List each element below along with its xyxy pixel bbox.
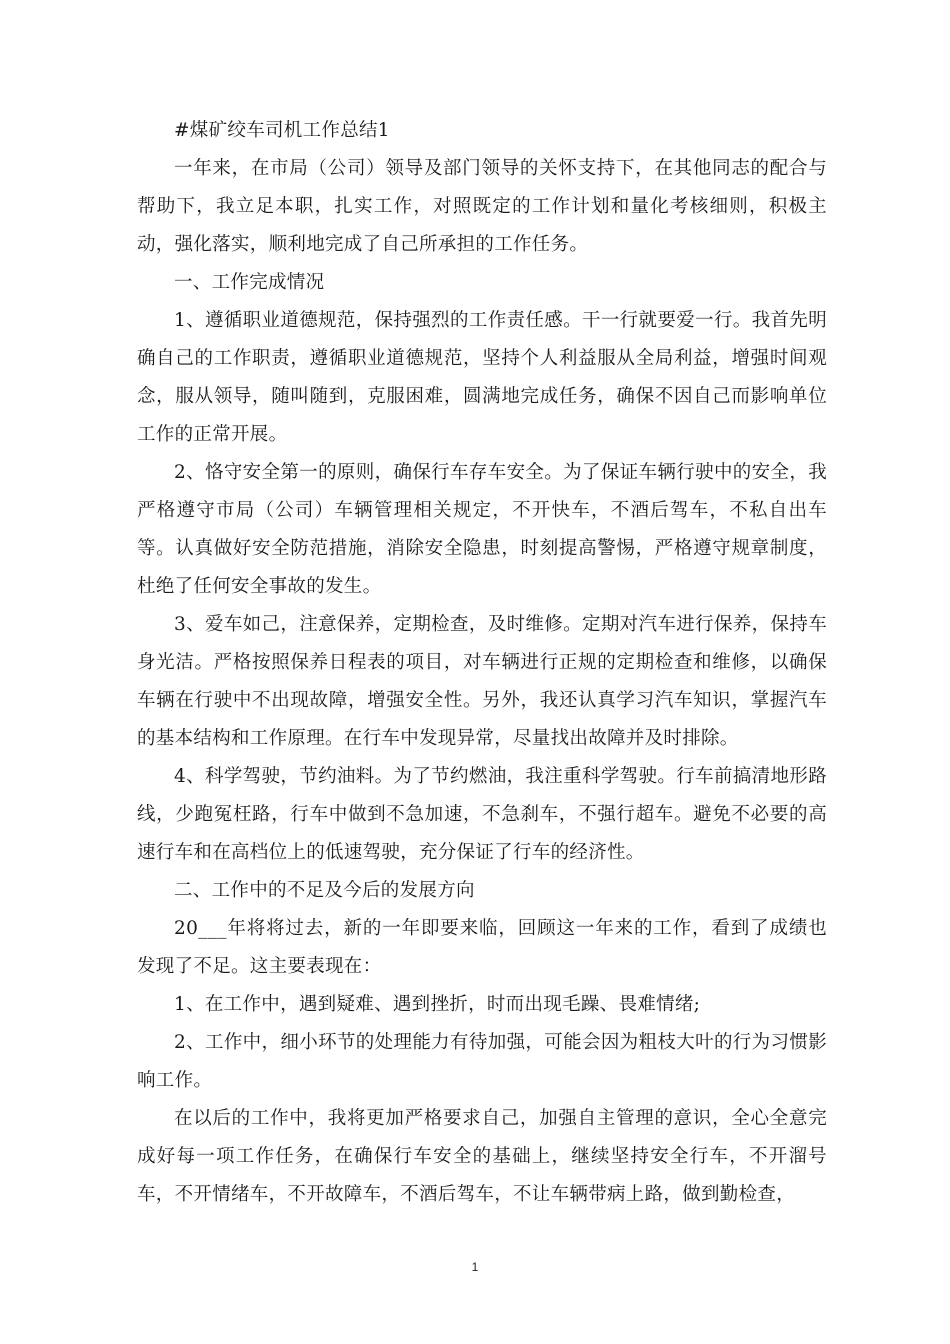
- document-body: [137, 112, 827, 1214]
- paragraph-review: 20___年将将过去，新的一年即要来临，回顾这一年来的工作，看到了成绩也发现了不足。这主要表现在：: [137, 918, 827, 977]
- paragraph-future: 在以后的工作中，我将更加严格要求自己，加强自主管理的意识，全心全意完成好每一项工作任务，在确保行车安全的基础上，继续坚持安全行车，不开溜号车，不开情绪车，不开故障车，不酒后驾车，不让车辆带病上路，做到勤检查，: [137, 1108, 827, 1205]
- paragraph-shortcoming-2: 2、工作中，细小环节的处理能力有待加强，可能会因为粗枝大叶的行为习惯影响工作。: [137, 1032, 827, 1091]
- paragraph-item-1: 1、遵循职业道德规范，保持强烈的工作责任感。干一行就要爱一行。我首先明确自己的工作职责，遵循职业道德规范，坚持个人利益服从全局利益，增强时间观念，服从领导，随叫随到，克服困难，圆满地完成任务，确保不因自己而影响单位工作的正常开展。: [137, 310, 827, 445]
- section-heading-shortcomings: 二、工作中的不足及今后的发展方向: [174, 880, 475, 901]
- paragraph-shortcoming-1: 1、在工作中，遇到疑难、遇到挫折，时而出现毛躁、畏难情绪;: [174, 994, 701, 1015]
- paragraph-item-2: 2、恪守安全第一的原则，确保行车存车安全。为了保证车辆行驶中的安全，我严格遵守市局（公司）车辆管理相关规定，不开快车，不酒后驾车，不私自出车等。认真做好安全防范措施，消除安全隐患，时刻提高警惕，严格遵守规章制度，杜绝了任何安全事故的发生。: [137, 462, 827, 597]
- document-title: #煤矿绞车司机工作总结1: [174, 120, 390, 141]
- section-heading-completion: 一、工作完成情况: [174, 272, 325, 293]
- paragraph-intro: 一年来，在市局（公司）领导及部门领导的关怀支持下，在其他同志的配合与帮助下，我立足本职，扎实工作，对照既定的工作计划和量化考核细则，积极主动，强化落实，顺利地完成了自己所承担的工作任务。: [137, 158, 827, 255]
- paragraph-item-3: 3、爱车如己，注意保养，定期检查，及时维修。定期对汽车进行保养，保持车身光洁。严格按照保养日程表的项目，对车辆进行正规的定期检查和维修，以确保车辆在行驶中不出现故障，增强安全性。另外，我还认真学习汽车知识，掌握汽车的基本结构和工作原理。在行车中发现异常，尽量找出故障并及时排除。: [137, 614, 827, 749]
- page-number: 1: [471, 1260, 479, 1274]
- paragraph-item-4: 4、科学驾驶，节约油料。为了节约燃油，我注重科学驾驶。行车前搞清地形路线，少跑冤枉路，行车中做到不急加速，不急刹车，不强行超车。避免不必要的高速行车和在高档位上的低速驾驶，充分保证了行车的经济性。: [137, 766, 827, 863]
